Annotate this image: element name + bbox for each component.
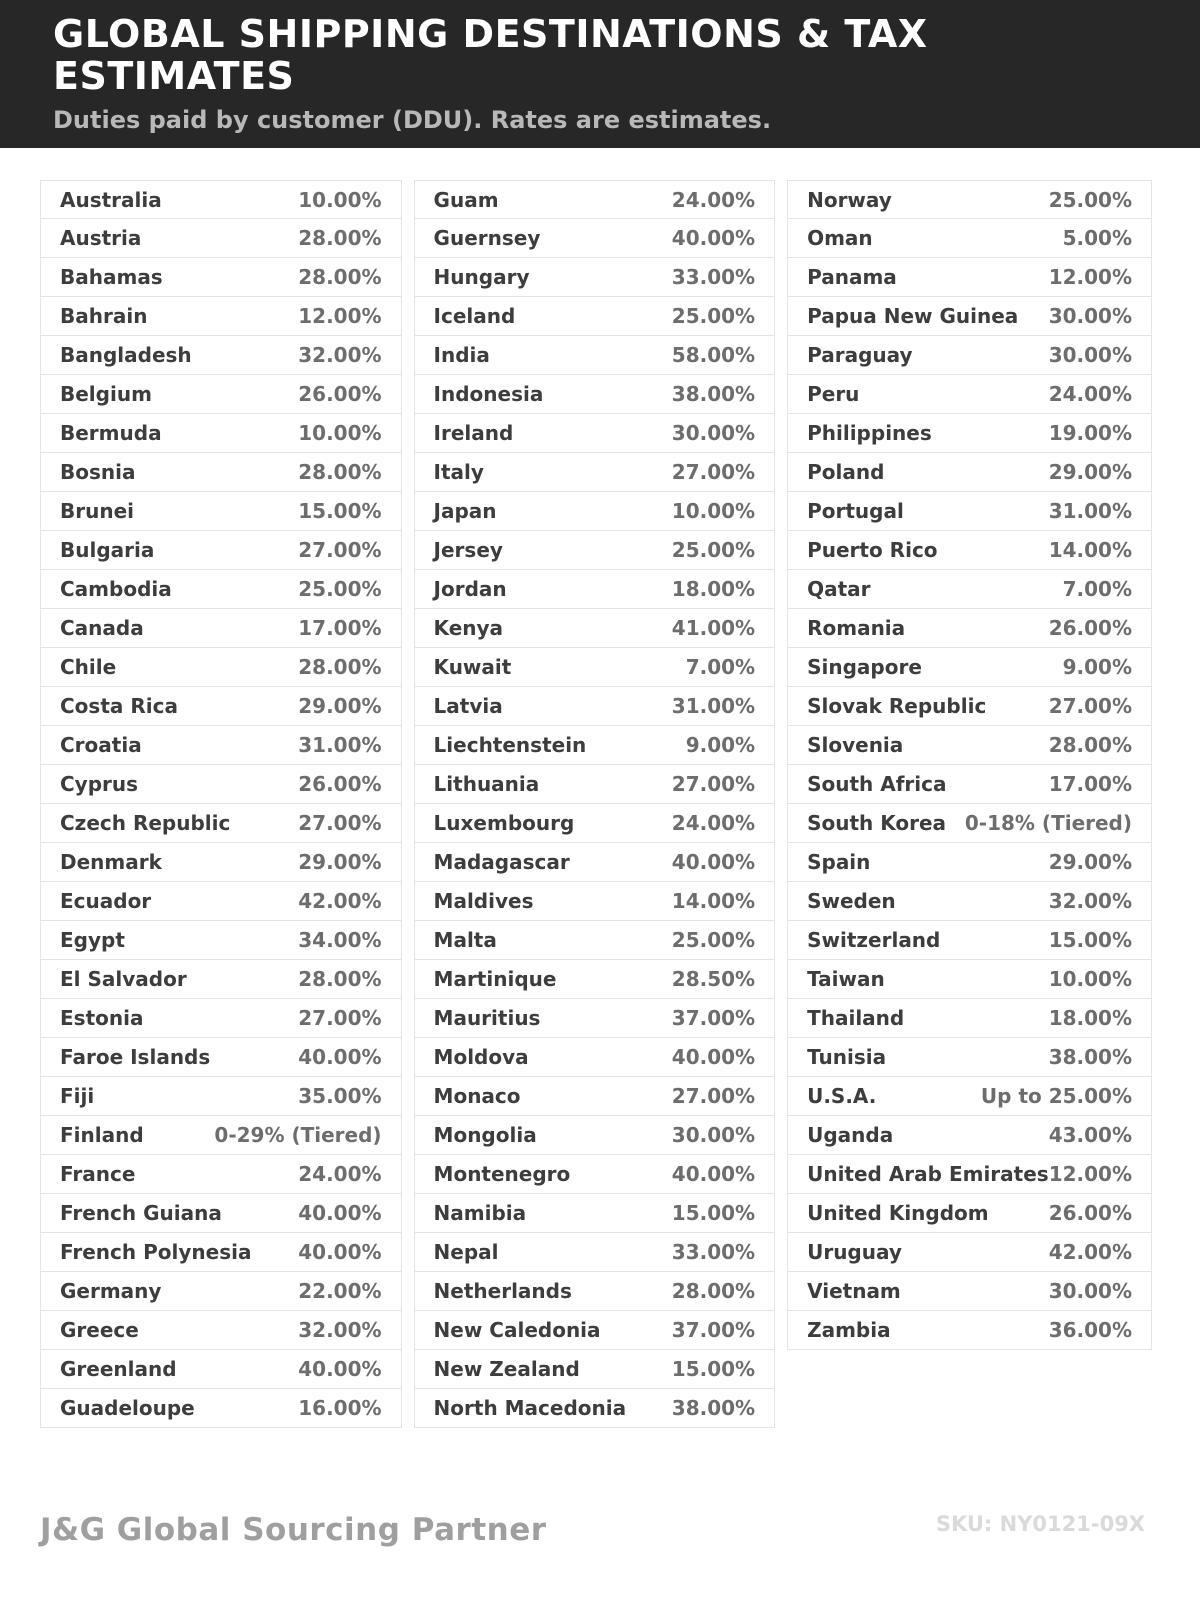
tax-rate: 10.00% (671, 499, 756, 523)
tax-rate: 40.00% (671, 850, 756, 874)
tax-rate: 28.00% (298, 265, 382, 289)
tax-rate: 26.00% (298, 772, 382, 796)
country-name: Chile (60, 655, 117, 679)
table-row (40, 1311, 402, 1350)
table-row (40, 1350, 402, 1389)
tax-rate: 14.00% (1048, 538, 1133, 562)
tax-rate: 27.00% (298, 1006, 382, 1030)
table-row (787, 1233, 1152, 1272)
tax-rate: 7.00% (685, 655, 756, 679)
country-name: Qatar (807, 577, 871, 601)
country-name: Norway (807, 187, 892, 212)
country-name: U.S.A. (807, 1084, 877, 1108)
tax-rate: 25.00% (1048, 187, 1133, 212)
table-row (40, 843, 402, 882)
table-row (414, 921, 776, 960)
tax-rate: 12.00% (1048, 265, 1133, 289)
tax-rate: 40.00% (671, 1162, 756, 1186)
table-row (40, 648, 402, 687)
table-row (414, 999, 776, 1038)
tax-rate: 5.00% (1062, 226, 1133, 250)
table-row (414, 258, 776, 297)
tax-rate: 9.00% (685, 733, 756, 757)
tax-rate: 40.00% (671, 1045, 756, 1069)
country-name: Estonia (60, 1006, 144, 1030)
table-row (40, 531, 402, 570)
table-row (40, 921, 402, 960)
table-row (787, 1194, 1152, 1233)
table-row (787, 687, 1152, 726)
tax-rate: 38.00% (1048, 1045, 1133, 1069)
table-row (787, 1116, 1152, 1155)
tax-rate: 40.00% (671, 226, 756, 250)
country-name: Czech Republic (60, 811, 231, 835)
table-row (787, 1155, 1152, 1194)
table-row (414, 882, 776, 921)
country-name: Indonesia (433, 382, 544, 406)
tax-rate: 27.00% (671, 460, 756, 484)
tax-rate: 58.00% (671, 343, 756, 367)
tax-rate: 28.50% (671, 967, 756, 991)
country-name: Costa Rica (60, 694, 178, 718)
country-name: Guadeloupe (60, 1396, 195, 1420)
table-row (414, 648, 776, 687)
table-row (40, 1389, 402, 1428)
tax-rate: 25.00% (298, 577, 382, 601)
tax-rate: 29.00% (1048, 850, 1133, 874)
tax-rate: 10.00% (298, 187, 382, 212)
tax-rate: 31.00% (671, 694, 756, 718)
table-row (40, 1038, 402, 1077)
tax-rate: 26.00% (1048, 1201, 1133, 1225)
table-row (787, 219, 1152, 258)
country-name: Mongolia (433, 1123, 537, 1147)
tax-rate: 30.00% (671, 421, 756, 445)
table-row (414, 726, 776, 765)
country-name: Iceland (433, 304, 516, 328)
tax-rate: 15.00% (671, 1201, 756, 1225)
table-row (414, 180, 776, 219)
country-name: Mauritius (433, 1006, 541, 1030)
country-name: Denmark (60, 850, 162, 874)
tax-rate: 26.00% (1048, 616, 1133, 640)
country-name: Portugal (807, 499, 904, 523)
country-name: Guernsey (433, 226, 541, 250)
country-name: Egypt (60, 928, 125, 952)
country-name: Maldives (433, 889, 534, 913)
country-name: Uganda (807, 1123, 894, 1147)
tax-rate: 40.00% (298, 1201, 382, 1225)
country-name: Bangladesh (60, 343, 192, 367)
table-row (414, 609, 776, 648)
country-name: Ecuador (60, 889, 152, 913)
tax-rate: 15.00% (298, 499, 382, 523)
table-row (414, 453, 776, 492)
table-row (40, 999, 402, 1038)
country-name: Guam (433, 187, 499, 212)
table-row (40, 804, 402, 843)
country-name: Namibia (433, 1201, 527, 1225)
rates-column-1 (40, 180, 402, 1428)
tax-rate: 42.00% (298, 889, 382, 913)
tax-rate: 17.00% (1048, 772, 1133, 796)
table-row (414, 687, 776, 726)
tax-rate: 28.00% (298, 226, 382, 250)
tax-rate: 31.00% (298, 733, 382, 757)
country-name: Bahrain (60, 304, 148, 328)
country-name: Finland (60, 1123, 144, 1147)
table-row (414, 492, 776, 531)
tax-rate: 40.00% (298, 1240, 382, 1264)
tax-rate: 24.00% (671, 811, 756, 835)
table-row (414, 1038, 776, 1077)
country-name: Monaco (433, 1084, 521, 1108)
country-name: Brunei (60, 499, 135, 523)
country-name: Kenya (433, 616, 504, 640)
tax-rate: 34.00% (298, 928, 382, 952)
table-row (40, 297, 402, 336)
tax-rate: 27.00% (671, 772, 756, 796)
country-name: Italy (433, 460, 484, 484)
table-row (787, 1272, 1152, 1311)
table-row (414, 531, 776, 570)
table-row (40, 570, 402, 609)
country-name: Tunisia (807, 1045, 887, 1069)
country-name: Greece (60, 1318, 139, 1342)
country-name: Slovak Republic (807, 694, 987, 718)
country-name: Taiwan (807, 967, 885, 991)
country-name: Panama (807, 265, 897, 289)
tax-rate: 32.00% (298, 1318, 382, 1342)
table-row (787, 921, 1152, 960)
tax-rate: 37.00% (671, 1318, 756, 1342)
country-name: Faroe Islands (60, 1045, 211, 1069)
country-name: Peru (807, 382, 860, 406)
country-name: Latvia (433, 694, 503, 718)
table-row (414, 570, 776, 609)
tax-rate: 28.00% (671, 1279, 756, 1303)
table-row (414, 219, 776, 258)
country-name: Netherlands (433, 1279, 572, 1303)
tax-rate: 9.00% (1062, 655, 1133, 679)
country-name: Uruguay (807, 1240, 902, 1264)
table-row (414, 375, 776, 414)
tax-rate: 32.00% (1048, 889, 1133, 913)
country-name: North Macedonia (433, 1396, 627, 1420)
tax-rate: 31.00% (1048, 499, 1133, 523)
table-row (40, 1155, 402, 1194)
table-row (414, 414, 776, 453)
table-row (787, 453, 1152, 492)
country-name: Kuwait (433, 655, 512, 679)
tax-rate: 24.00% (1048, 382, 1133, 406)
table-row (40, 609, 402, 648)
country-name: Puerto Rico (807, 538, 938, 562)
tax-rate: 27.00% (298, 811, 382, 835)
tax-rate: 29.00% (298, 850, 382, 874)
table-row (414, 765, 776, 804)
country-name: Bahamas (60, 265, 163, 289)
table-row (40, 687, 402, 726)
rates-column-3 (787, 180, 1152, 1350)
tax-rate: 35.00% (298, 1084, 382, 1108)
page-title: GLOBAL SHIPPING DESTINATIONS & TAX ESTIMATES (53, 11, 928, 98)
table-row (414, 804, 776, 843)
table-row (787, 804, 1152, 843)
country-name: Martinique (433, 967, 557, 991)
country-name: Canada (60, 616, 144, 640)
country-name: Oman (807, 226, 873, 250)
country-name: Luxembourg (433, 811, 575, 835)
table-row (414, 1116, 776, 1155)
tax-rate: 37.00% (671, 1006, 756, 1030)
page-subtitle: Duties paid by customer (DDU). Rates are estimates. (53, 106, 772, 135)
tax-rate: 38.00% (671, 1396, 756, 1420)
tax-rate: 25.00% (671, 538, 756, 562)
tax-rate: 19.00% (1048, 421, 1133, 445)
tax-rate: 28.00% (298, 967, 382, 991)
country-name: Nepal (433, 1240, 499, 1264)
country-name: Germany (60, 1279, 162, 1303)
tax-rate: 10.00% (1048, 967, 1133, 991)
tax-rate: 29.00% (298, 694, 382, 718)
table-row (40, 492, 402, 531)
table-row (787, 765, 1152, 804)
tax-rate: 36.00% (1048, 1318, 1133, 1342)
table-row (787, 1077, 1152, 1116)
table-row (414, 1389, 776, 1428)
table-row (40, 1272, 402, 1311)
table-row (40, 1116, 402, 1155)
table-row (414, 1350, 776, 1389)
table-row (787, 375, 1152, 414)
tax-rate: 12.00% (298, 304, 382, 328)
tax-rate: 43.00% (1048, 1123, 1133, 1147)
table-row (787, 414, 1152, 453)
tax-rate: 24.00% (671, 187, 756, 212)
tax-rate: 15.00% (671, 1357, 756, 1381)
table-row (40, 453, 402, 492)
table-row (40, 414, 402, 453)
table-row (787, 492, 1152, 531)
tax-rate: 32.00% (298, 343, 382, 367)
tax-rate: 30.00% (671, 1123, 756, 1147)
country-name: Ireland (433, 421, 514, 445)
tax-rate: 28.00% (1048, 733, 1133, 757)
country-name: Sweden (807, 889, 896, 913)
table-row (40, 1194, 402, 1233)
tax-rate: 30.00% (1048, 343, 1133, 367)
country-name: Bosnia (60, 460, 136, 484)
tax-rate: 25.00% (671, 928, 756, 952)
country-name: Romania (807, 616, 906, 640)
table-row (40, 960, 402, 999)
table-row (787, 960, 1152, 999)
country-name: Fiji (60, 1084, 95, 1108)
country-name: Zambia (807, 1318, 891, 1342)
country-name: Paraguay (807, 343, 913, 367)
tax-rate: 24.00% (298, 1162, 382, 1186)
country-name: Vietnam (807, 1279, 901, 1303)
table-row (787, 570, 1152, 609)
table-row (787, 180, 1152, 219)
tax-rate: 16.00% (298, 1396, 382, 1420)
tax-rate: 12.00% (1048, 1162, 1133, 1186)
country-name: Thailand (807, 1006, 905, 1030)
tax-rate: 0-29% (Tiered) (214, 1123, 382, 1147)
tax-rate: 41.00% (671, 616, 756, 640)
country-name: New Zealand (433, 1357, 580, 1381)
table-row (40, 765, 402, 804)
tax-rate: 18.00% (1048, 1006, 1133, 1030)
country-name: Switzerland (807, 928, 941, 952)
country-name: Japan (433, 499, 497, 523)
table-row (40, 219, 402, 258)
country-name: Poland (807, 460, 885, 484)
tax-rate: 7.00% (1062, 577, 1133, 601)
country-name: Belgium (60, 382, 152, 406)
country-name: South Korea (807, 811, 947, 835)
table-row (414, 1272, 776, 1311)
table-row (40, 726, 402, 765)
country-name: Moldova (433, 1045, 529, 1069)
sku-label: SKU: NY0121-09X (935, 1512, 1145, 1536)
table-row (414, 1233, 776, 1272)
table-row (787, 609, 1152, 648)
country-name: South Africa (807, 772, 947, 796)
tax-rate: 33.00% (671, 265, 756, 289)
tax-rate: 29.00% (1048, 460, 1133, 484)
table-row (787, 1311, 1152, 1350)
country-name: Malta (433, 928, 497, 952)
tax-rate: 27.00% (1048, 694, 1133, 718)
table-row (40, 180, 402, 219)
tax-rate: 38.00% (671, 382, 756, 406)
tax-rate: 15.00% (1048, 928, 1133, 952)
table-row (40, 1077, 402, 1116)
table-row (414, 1311, 776, 1350)
table-row (787, 336, 1152, 375)
tax-rate: 28.00% (298, 460, 382, 484)
table-row (414, 297, 776, 336)
country-name: Liechtenstein (433, 733, 587, 757)
tax-rate: 14.00% (671, 889, 756, 913)
country-name: Spain (807, 850, 871, 874)
country-name: Jersey (433, 538, 503, 562)
tax-rate: 33.00% (671, 1240, 756, 1264)
country-name: India (433, 343, 490, 367)
tax-rate: Up to 25.00% (980, 1084, 1133, 1108)
tax-rate: 17.00% (298, 616, 382, 640)
country-name: Singapore (807, 655, 922, 679)
tax-rate: 26.00% (298, 382, 382, 406)
table-row (414, 1194, 776, 1233)
table-row (787, 843, 1152, 882)
table-row (414, 336, 776, 375)
country-name: Lithuania (433, 772, 540, 796)
rates-table (40, 180, 1152, 1428)
tax-rate: 18.00% (671, 577, 756, 601)
country-name: Croatia (60, 733, 142, 757)
country-name: Cambodia (60, 577, 172, 601)
country-name: Madagascar (433, 850, 570, 874)
country-name: Slovenia (807, 733, 904, 757)
table-row (787, 648, 1152, 687)
header-banner (0, 0, 1200, 148)
country-name: French Guiana (60, 1201, 222, 1225)
table-row (787, 882, 1152, 921)
country-name: Austria (60, 226, 142, 250)
country-name: French Polynesia (60, 1240, 252, 1264)
tax-rate: 25.00% (671, 304, 756, 328)
country-name: Bulgaria (60, 538, 155, 562)
table-row (414, 1077, 776, 1116)
table-row (787, 999, 1152, 1038)
country-name: Hungary (433, 265, 530, 289)
tax-rate: 40.00% (298, 1045, 382, 1069)
table-row (414, 1155, 776, 1194)
tax-rate: 28.00% (298, 655, 382, 679)
table-row (40, 1233, 402, 1272)
tax-rate: 30.00% (1048, 1279, 1133, 1303)
country-name: Philippines (807, 421, 932, 445)
country-name: New Caledonia (433, 1318, 601, 1342)
country-name: United Kingdom (807, 1201, 989, 1225)
country-name: El Salvador (60, 967, 187, 991)
country-name: Australia (60, 187, 162, 212)
tax-rate: 42.00% (1048, 1240, 1133, 1264)
country-name: Cyprus (60, 772, 139, 796)
table-row (787, 297, 1152, 336)
table-row (787, 531, 1152, 570)
table-row (414, 960, 776, 999)
tax-rate: 0-18% (Tiered) (964, 811, 1133, 835)
table-row (40, 375, 402, 414)
tax-rate: 10.00% (298, 421, 382, 445)
country-name: United Arab Emirates (807, 1162, 1049, 1186)
tax-rate: 27.00% (671, 1084, 756, 1108)
table-row (787, 726, 1152, 765)
table-row (40, 882, 402, 921)
tax-rate: 27.00% (298, 538, 382, 562)
country-name: Bermuda (60, 421, 162, 445)
country-name: Jordan (433, 577, 507, 601)
table-row (787, 1038, 1152, 1077)
country-name: Montenegro (433, 1162, 571, 1186)
table-row (40, 258, 402, 297)
country-name: France (60, 1162, 136, 1186)
table-row (40, 336, 402, 375)
brand-name: J&G Global Sourcing Partner (40, 1512, 547, 1548)
table-row (414, 843, 776, 882)
country-name: Papua New Guinea (807, 304, 1019, 328)
rates-column-2 (414, 180, 776, 1428)
table-row (787, 258, 1152, 297)
country-name: Greenland (60, 1357, 177, 1381)
tax-rate: 22.00% (298, 1279, 382, 1303)
tax-rate: 40.00% (298, 1357, 382, 1381)
tax-rate: 30.00% (1048, 304, 1133, 328)
